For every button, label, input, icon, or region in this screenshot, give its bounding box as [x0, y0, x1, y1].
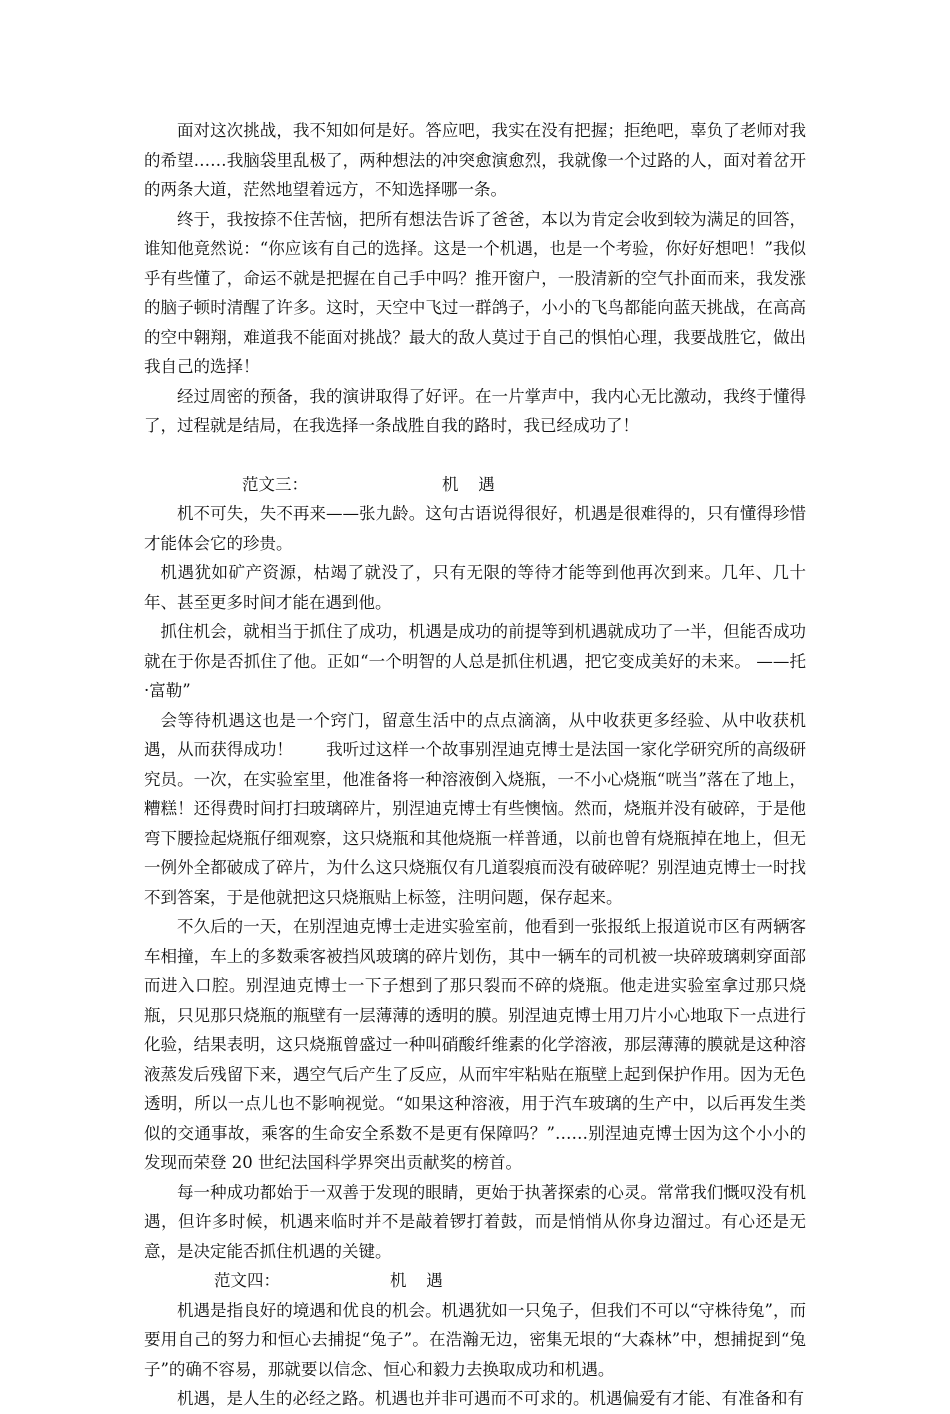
document-body [144, 116, 806, 1414]
paragraph: 经过周密的预备，我的演讲取得了好评。在一片掌声中，我内心无比激动，我终于懂得了，过程就是结局，在我选择一条战胜自我的路时，我已经成功了！ [144, 386, 806, 435]
section-title: 机遇 [442, 474, 515, 494]
paragraph: 每一种成功都始于一双善于发现的眼睛，更始于执著探索的心灵。常常我们慨叹没有机遇，但许多时候，机遇来临时并不是敲着锣打着鼓，而是悄悄从你身边溜过。有心还是无意，是决定能否抓住机遇的关键。 [144, 1182, 806, 1261]
section-label: 范文三： [242, 474, 308, 494]
paragraph: 面对这次挑战，我不知如何是好。答应吧，我实在没有把握；拒绝吧，辜负了老师对我的希望……我脑袋里乱极了，两种想法的冲突愈演愈烈，我就像一个过路的人，面对着岔开的两条大道，茫然地望着远方，不知选择哪一条。 [144, 121, 806, 199]
section-title: 机遇 [390, 1271, 463, 1290]
paragraph: 终于，我按捺不住苦恼，把所有想法告诉了爸爸，本以为肯定会收到较为满足的回答，谁知他竟然说：“你应该有自己的选择。这是一个机遇，也是一个考验，你好好想吧！”我似乎有些懂了，命运不就是把握在自己手中吗？推开窗户，一股清新的空气扑面而来，我发涨的脑子顿时清醒了许多。这时，天空中飞过一群鸽子，小小的飞鸟都能向蓝天挑战，在高高的空中翱翔，难道我不能面对挑战？最大的敌人莫过于自己的惧怕心理，我要战胜它，做出我自己的选择！ [144, 209, 806, 376]
section-heading [144, 470, 806, 500]
paragraph: 机不可失，失不再来——张九龄。这句古语说得很好，机遇是很难得的，只有懂得珍惜才能体会它的珍贵。 [144, 504, 806, 553]
paragraph: 抓住机会，就相当于抓住了成功，机遇是成功的前提等到机遇就成功了一半，但能否成功就在于你是否抓住了他。正如“一个明智的人总是抓住机遇，把它变成美好的未来。 ——托·富勒” [144, 622, 806, 700]
paragraph: 机遇是指良好的境遇和优良的机会。机遇犹如一只兔子，但我们不可以“守株待兔”，而要用自己的努力和恒心去捕捉“兔子”。在浩瀚无边，密集无垠的“大森林”中，想捕捉到“兔子”的确不容易，那就要以信念、恒心和毅力去换取成功和机遇。 [144, 1300, 806, 1379]
section-heading [144, 1266, 806, 1296]
paragraph: 会等待机遇这也是一个窍门，留意生活中的点点滴滴，从中收获更多经验、从中收获机遇，从而获得成功！ 我听过这样一个故事别涅迪克博士是法国一家化学研究所的高级研究员。一次，在实验室里，他准备将一种溶液倒入烧瓶，一不小心烧瓶“咣当”落在了地上，糟糕！还得费时间打扫玻璃碎片，别涅迪克博士有些懊恼。然而，烧瓶并没有破碎，于是他弯下腰捡起烧瓶仔细观察，这只烧瓶和其他烧瓶一样普通，以前也曾有烧瓶掉在地上，但无一例外全都破成了碎片，为什么这只烧瓶仅有几道裂痕而没有破碎呢？别涅迪克博士一时找不到答案，于是他就把这只烧瓶贴上标签，注明问题，保存起来。 [144, 710, 806, 907]
section-label: 范文四： [214, 1271, 280, 1290]
paragraph: 不久后的一天，在别涅迪克博士走进实验室前，他看到一张报纸上报道说市区有两辆客车相撞，车上的多数乘客被挡风玻璃的碎片划伤，其中一辆车的司机被一块碎玻璃刺穿面部而进入口腔。别涅迪克博士一下子想到了那只裂而不碎的烧瓶。他走进实验室拿过那只烧瓶，只见那只烧瓶的瓶壁有一层薄薄的透明的膜。别涅迪克博士用刀片小心地取下一点进行化验，结果表明，这只烧瓶曾盛过一种叫硝酸纤维素的化学溶液，那层薄薄的膜就是这种溶液蒸发后残留下来，遇空气后产生了反应，从而牢牢粘贴在瓶壁上起到保护作用。因为无色透明，所以一点儿也不影响视觉。“如果这种溶液，用于汽车玻璃的生产中，以后再发生类似的交通事故，乘客的生命安全系数不是更有保障吗？”……别涅迪克博士因为这个小小的发现而荣登 20 世纪法国科学界突出贡献奖的榜首。 [144, 917, 806, 1172]
blank-line [144, 441, 806, 470]
paragraph: 机遇，是人生的必经之路。机遇也并非可遇而不可求的。机遇偏爱有才能、有准备和有 [177, 1389, 804, 1408]
paragraph: 机遇犹如矿产资源，枯竭了就没了，只有无限的等待才能等到他再次到来。几年、几十年、甚至更多时间才能在遇到他。 [144, 563, 806, 612]
